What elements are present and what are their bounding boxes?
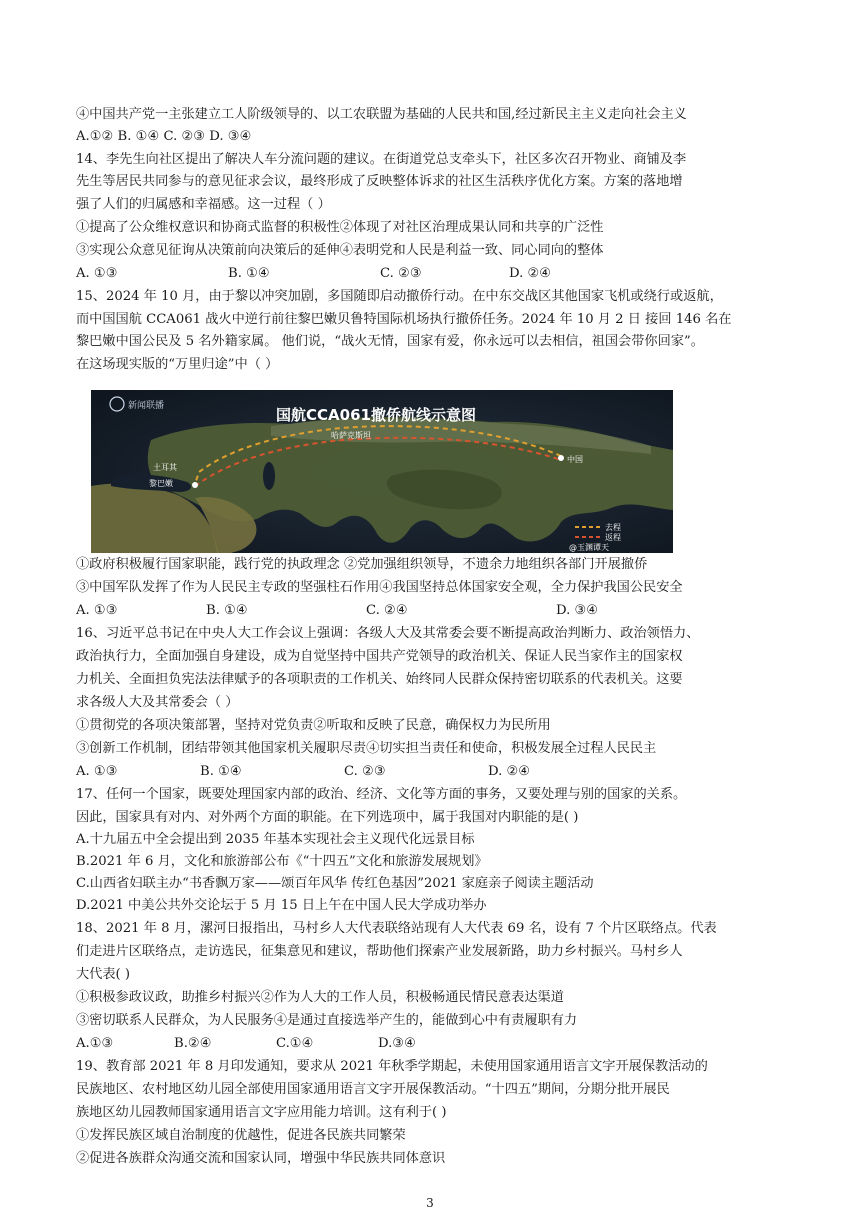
label-lebanon: 黎巴嫩 bbox=[149, 479, 173, 488]
q14-answer-a: A. ①③ bbox=[76, 266, 118, 281]
q18-answer-b: B.②④ bbox=[174, 1036, 212, 1051]
q18-stem-3: 大代表( ) bbox=[76, 967, 131, 982]
q16-stem-4: 求各级人大及其常委会（ ） bbox=[76, 695, 239, 710]
q18-answers bbox=[76, 1034, 786, 1054]
q15-option-line-2: ③中国军队发挥了作为人民民主专政的坚强柱石作用④我国坚持总体国家安全观，全力保护我国公民安全 bbox=[76, 580, 683, 595]
q15-answer-b: B. ①④ bbox=[206, 603, 248, 618]
q18-option-line-2: ③密切联系人民群众，为人民服务④是通过直接选举产生的，能做到心中有责履职有力 bbox=[76, 1013, 578, 1028]
q15-stem-1: 15、2024 年 10 月，由于黎以冲突加剧，多国随即启动撤侨行动。在中东交战区其他国家飞机或绕行或返航， bbox=[76, 289, 723, 304]
q15-answers bbox=[76, 601, 786, 621]
q13-answers: A.①② B. ①④ C. ②③ D. ③④ bbox=[76, 129, 252, 144]
marker-lebanon bbox=[192, 482, 198, 488]
page-number: 3 bbox=[426, 1196, 434, 1210]
q14-stem-2: 先生等居民共同参与的意见征求会议，最终形成了反映整体诉求的社区生活秩序优化方案。方案的落地增 bbox=[76, 174, 683, 189]
q18-option-line-1: ①积极参政议政，助推乡村振兴②作为人大的工作人员，积极畅通民情民意表达渠道 bbox=[76, 990, 564, 1005]
q14-answers bbox=[76, 264, 786, 284]
q16-answer-c: C. ②③ bbox=[344, 764, 386, 779]
q19-option-1: ①发挥民族区域自治制度的优越性，促进各民族共同繁荣 bbox=[76, 1128, 406, 1143]
q14-option-line-1: ①提高了公众维权意识和协商式监督的积极性②体现了对社区治理成果认同和共享的广泛性 bbox=[76, 220, 604, 235]
map-logo: 新闻联播 bbox=[128, 401, 165, 411]
q19-stem-1: 19、教育部 2021 年 8 月印发通知，要求从 2021 年秋季学期起，未使用国家通用语言文字开展保教活动的 bbox=[76, 1059, 708, 1074]
map-title: 国航CCA061撤侨航线示意图 bbox=[276, 406, 476, 424]
q16-answer-b: B. ①④ bbox=[200, 764, 242, 779]
q14-answer-b: B. ①④ bbox=[228, 266, 270, 281]
q16-stem-3: 力机关、全面担负宪法法律赋予的各项职责的工作机关、始终同人民群众保持密切联系的代表机关。这要 bbox=[76, 672, 683, 687]
q16-option-line-2: ③创新工作机制，团结带领其他国家机关履职尽责④切实担当责任和使命，积极发展全过程人民民主 bbox=[76, 741, 657, 756]
q14-answer-d: D. ②④ bbox=[509, 266, 552, 281]
legend-return: 返程 bbox=[605, 533, 621, 542]
q18-stem-2: 们走进片区联络点，走访选民，征集意见和建议，帮助他们探索产业发展新路，助力乡村振兴。马村乡人 bbox=[76, 944, 683, 959]
q19-stem-3: 族地区幼儿园教师国家通用语言文字应用能力培训。这有利于( ) bbox=[76, 1105, 447, 1120]
q16-stem-2: 政治执行力，全面加强自身建设，成为自觉坚持中国共产党领导的政治机关、保证人民当家作主的国家权 bbox=[76, 649, 683, 664]
map-image bbox=[91, 390, 673, 553]
q19-option-2: ②促进各族群众沟通交流和国家认同，增强中华民族共同体意识 bbox=[76, 1151, 446, 1166]
q15-option-line-1: ①政府积极履行国家职能，践行党的执政理念 ②党加强组织领导，不遗余力地组织各部门开展撤侨 bbox=[76, 557, 648, 572]
label-turkey: 土耳其 bbox=[153, 463, 177, 472]
q15-answer-d: D. ③④ bbox=[556, 603, 599, 618]
q14-stem-1: 14、李先生向社区提出了解决人车分流问题的建议。在街道党总支牵头下，社区多次召开物业、商铺及李 bbox=[76, 152, 687, 167]
q13-option-4: ④中国共产党一主张建立工人阶级领导的、以工农联盟为基础的人民共和国,经过新民主主义走向社会主义 bbox=[76, 107, 687, 122]
evacuation-route-map bbox=[91, 390, 673, 553]
q18-answer-c: C.①④ bbox=[276, 1036, 314, 1051]
q17-stem-2: 因此，国家具有对内、对外两个方面的职能。在下列选项中，属于我国对内职能的是( ) bbox=[76, 810, 579, 825]
legend-outbound: 去程 bbox=[605, 523, 621, 532]
q15-stem-3: 黎巴嫩中国公民及 5 名外籍家属。 他们说，“战火无情，国家有爱，你永远可以去相信，祖国会带你回家”。 bbox=[76, 334, 704, 349]
q14-answer-c: C. ②③ bbox=[380, 266, 422, 281]
q17-choice-d: D.2021 中美公共外交论坛于 5 月 15 日上午在中国人民大学成功举办 bbox=[76, 898, 487, 913]
q16-option-line-1: ①贯彻党的各项决策部署，坚持对党负责②听取和反映了民意，确保权力为民所用 bbox=[76, 718, 551, 733]
q14-stem-3: 强了人们的归属感和幸福感。这一过程（ ） bbox=[76, 197, 331, 212]
q18-answer-a: A.①③ bbox=[76, 1036, 114, 1051]
q17-choice-c: C.山西省妇联主办“书香飘万家——颂百年风华 传红色基因”2021 家庭亲子阅读主题活动 bbox=[76, 876, 594, 891]
q15-stem-2: 而中国国航 CCA061 战火中逆行前往黎巴嫩贝鲁特国际机场执行撤侨任务。2024 年 10 月 2 日 接回 146 名在 bbox=[76, 312, 732, 327]
q19-stem-2: 民族地区、农村地区幼儿园全部使用国家通用语言文字开展保教活动。“十四五”期间，分期分批开展民 bbox=[76, 1082, 670, 1097]
q15-stem-4: 在这场现实版的“万里归途”中（ ） bbox=[76, 357, 279, 372]
q18-stem-1: 18、2021 年 8 月，漯河日报指出，马村乡人大代表联络站现有人大代表 69 名，设有 7 个片区联络点。代表 bbox=[76, 921, 717, 936]
marker-china bbox=[558, 455, 564, 461]
q16-answer-d: D. ②④ bbox=[488, 764, 531, 779]
q16-answer-a: A. ①③ bbox=[76, 764, 118, 779]
q17-choice-a: A.十九届五中全会提出到 2035 年基本实现社会主义现代化远景目标 bbox=[76, 832, 475, 847]
q18-answer-d: D.③④ bbox=[378, 1036, 416, 1051]
q17-stem-1: 17、任何一个国家，既要处理国家内部的政治、经济、文化等方面的事务，又要处理与别的国家的关系。 bbox=[76, 787, 687, 802]
label-kazakhstan: 哈萨克斯坦 bbox=[331, 431, 371, 440]
q15-answer-a: A. ①③ bbox=[76, 603, 118, 618]
q17-choice-b: B.2021 年 6 月，文化和旅游部公布《“十四五”文化和旅游发展规划》 bbox=[76, 854, 488, 869]
map-sea-caspian bbox=[263, 462, 275, 490]
label-china: 中国 bbox=[567, 455, 583, 464]
map-watermark: @玉渊谭天 bbox=[569, 543, 609, 552]
q15-answer-c: C. ②④ bbox=[366, 603, 408, 618]
q16-stem-1: 16、习近平总书记在中央人大工作会议上强调：各级人大及其常委会要不断提高政治判断力、政治领悟力、 bbox=[76, 626, 700, 641]
q14-option-line-2: ③实现公众意见征询从决策前向决策后的延伸④表明党和人民是利益一致、同心同向的整体 bbox=[76, 243, 604, 258]
q16-answers bbox=[76, 762, 786, 782]
